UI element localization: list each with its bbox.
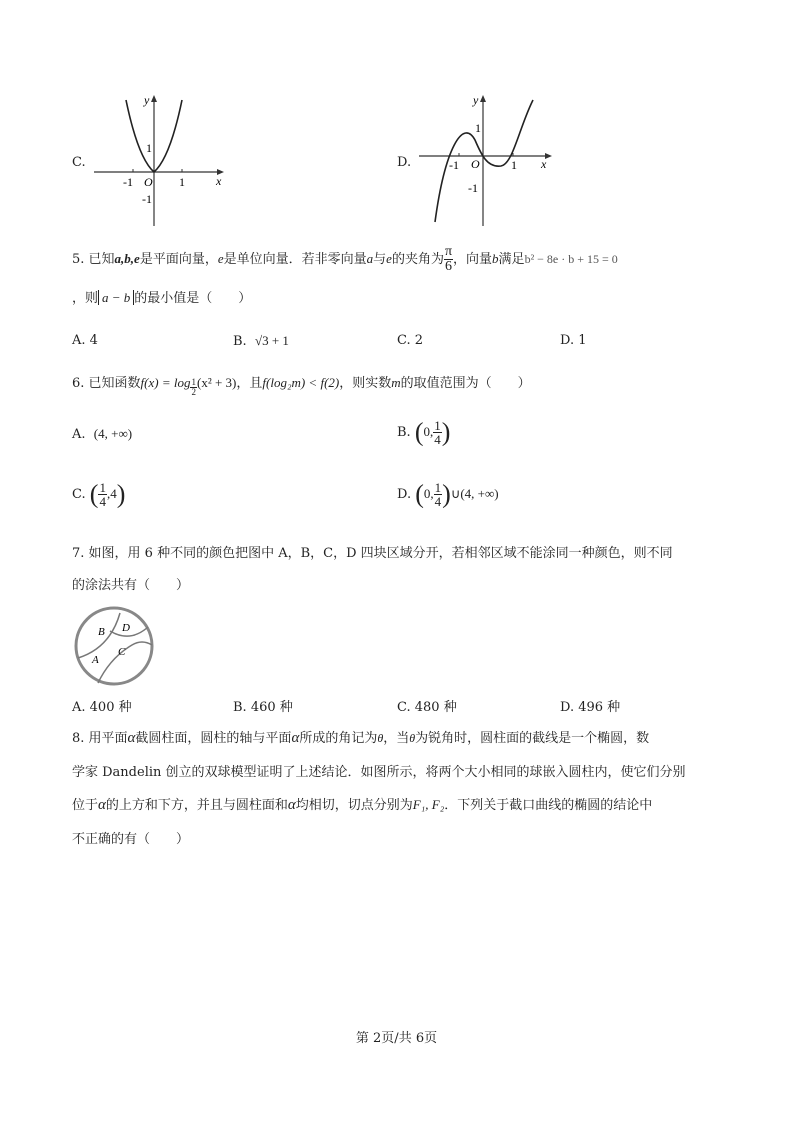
q5-option-d[interactable]: D. 1 (560, 333, 587, 348)
q5-e-vector: e (217, 251, 224, 266)
q5-option-c[interactable]: C. 2 (397, 333, 424, 348)
q6-text-3: 的取值范围为（ ） (400, 376, 531, 391)
q7-option-b[interactable]: B. 460 种 (233, 700, 293, 715)
q5-text-2: 是单位向量．若非零向量 (223, 252, 367, 267)
question-8-line-3: 位于α的上方和下方，并且与圆柱面和α均相切，切点分别为F₁, F₂．下列关于截口曲线的椭圆的结论中 (72, 797, 653, 813)
q7-option-a[interactable]: A. 400 种 (72, 700, 132, 715)
q7-region-c: C (118, 646, 126, 658)
graph-option-d (415, 88, 560, 228)
q5-abs-expression: a − b (98, 290, 134, 305)
graph-d-xtick-pos: 1 (511, 158, 517, 172)
q5-condition: b² − 8e · b + 15 = 0 (524, 252, 618, 266)
q5-line2-a: ，则 (72, 291, 99, 306)
graph-d-ytick-1: 1 (475, 121, 481, 135)
q5-text-5: ，向量 (453, 252, 493, 267)
q5-vectors: a,b,e (114, 251, 140, 266)
question-6-stem (72, 368, 531, 398)
q5-angle-fraction: $\frac{\pi}{6}$ (444, 244, 453, 274)
question-7-line-2: 的涂法共有（ ） (72, 578, 190, 593)
q6-option-c[interactable]: C. ( $\frac{1}{4}$ ,4) (72, 479, 126, 509)
graph-c-xtick-neg: -1 (123, 175, 133, 189)
q6-function: f(x) = log (140, 375, 191, 390)
graph-c-ytick-neg1: -1 (142, 192, 152, 206)
graph-option-c (90, 88, 230, 228)
q5-text-3: 与 (373, 252, 387, 267)
question-5-line-2 (72, 286, 251, 310)
q6-log-base: $\frac{1}{2}$ (191, 377, 196, 397)
graph-c-xtick-pos: 1 (179, 175, 185, 189)
q7-region-b: B (98, 626, 105, 638)
q5-option-a[interactable]: A. 4 (72, 333, 98, 348)
q5-text-1: 是平面向量， (139, 252, 218, 267)
q5-e-vector-2: e (386, 251, 392, 266)
q5-option-b[interactable]: B. √3 + 1 (233, 333, 289, 349)
q6-text-2: ，则实数 (339, 376, 392, 391)
question-8-line-2: 学家 Dandelin 创立的双球模型证明了上述结论．如图所示，将两个大小相同的球嵌入圆柱内，使它们分别 (72, 765, 686, 780)
q6-option-a[interactable]: A. (4, +∞) (72, 426, 133, 442)
q5-text-4: 的夹角为 (391, 252, 444, 267)
q5-b-vector: b (492, 251, 499, 266)
graph-c-y-label: y (144, 93, 150, 107)
q5-line2-b: 的最小值是（ ） (134, 291, 252, 306)
q6-argument: (x² + 3) (196, 375, 237, 390)
q7-option-d[interactable]: D. 496 种 (560, 700, 621, 715)
q7-region-diagram (70, 603, 165, 688)
q5-a-vector: a (366, 251, 374, 266)
option-c-label: C. (72, 155, 86, 170)
q7-region-a: A (92, 654, 99, 666)
q5-number: 5. 已知 (72, 252, 115, 267)
question-7-line-1: 7. 如图，用 6 种不同的颜色把图中 A，B，C，D 四块区域分开，若相邻区域不能涂同一种颜色，则不同 (72, 546, 673, 561)
graph-d-origin: O (471, 157, 480, 171)
question-5-stem (72, 244, 618, 274)
q5-text-6: 满足 (498, 252, 525, 267)
graph-c-x-label: x (216, 174, 222, 188)
graph-d-xtick-neg: -1 (449, 158, 459, 172)
graph-d-y-label: y (473, 93, 479, 107)
q6-option-d[interactable]: D. (0, $\frac{1}{4}$ )∪(4, +∞) (397, 479, 499, 509)
q6-m: m (391, 375, 401, 390)
q6-number: 6. 已知函数 (72, 376, 141, 391)
question-8-line-4: 不正确的有（ ） (72, 832, 190, 847)
graph-c-origin: O (144, 175, 153, 189)
q6-option-b[interactable]: B. (0, $\frac{1}{4}$ ) (397, 417, 451, 447)
option-d-label: D. (397, 155, 412, 170)
page-footer: 第 2页/共 6页 (355, 1031, 438, 1046)
q7-region-d: D (122, 622, 130, 634)
q7-option-c[interactable]: C. 480 种 (397, 700, 457, 715)
graph-c-ytick-1: 1 (146, 141, 152, 155)
q6-text-1: ，且 (236, 376, 263, 391)
q6-inequality: f(log₂m) < f(2) (262, 375, 340, 390)
graph-d-x-label: x (541, 157, 547, 171)
question-8-line-1: 8. 用平面α截圆柱面，圆柱的轴与平面α所成的角记为θ，当θ为锐角时，圆柱面的截线是一个椭圆，数 (72, 730, 650, 746)
graph-d-ytick-neg1: -1 (468, 181, 478, 195)
